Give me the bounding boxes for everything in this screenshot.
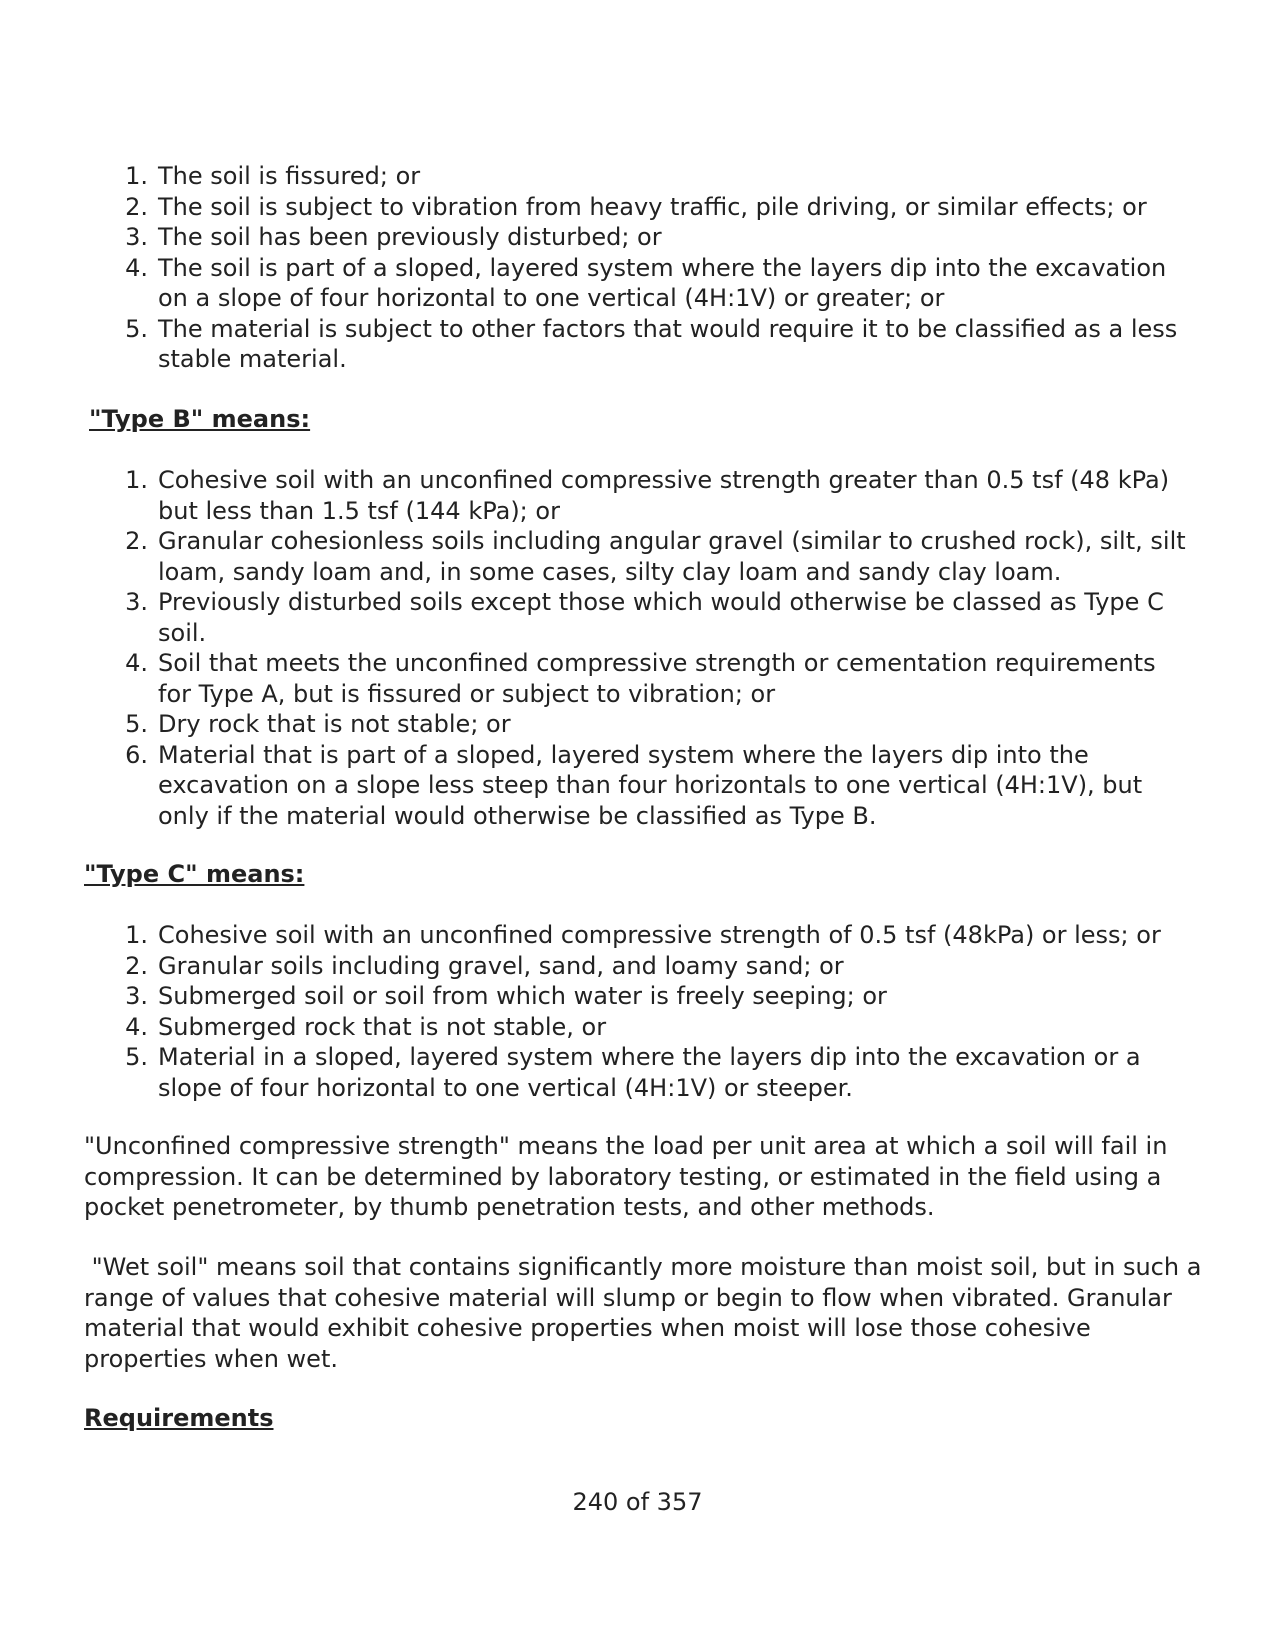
list-item-text: The soil is part of a sloped, layered system where the layers dip into the excavation on a slope of four horizontal to one vertical (4H:1V) or greater; or [158, 253, 1167, 312]
list-item-number: 1. [125, 466, 148, 494]
list-item-text: The soil is subject to vibration from heavy traffic, pile driving, or similar effects; or [158, 192, 1147, 221]
list-item [84, 161, 1194, 192]
list-item-text: Dry rock that is not stable; or [158, 710, 511, 738]
list-item-text: Previously disturbed soils except those which would otherwise be classed as Type C soil. [158, 588, 1164, 647]
list-item-number: 5. [125, 314, 148, 343]
list-item-number: 3. [125, 982, 148, 1010]
list-item [84, 920, 1194, 951]
list-item [84, 465, 1194, 526]
list-item-text: Granular cohesionless soils including angular gravel (similar to crushed rock), silt, silt loam, sandy loam and, in some cases, silty clay loam and sandy clay loam. [158, 527, 1186, 586]
list-item [84, 740, 1194, 832]
list-item-number: 2. [125, 192, 148, 221]
list-item-text: Submerged soil or soil from which water is freely seeping; or [158, 982, 887, 1010]
wet-soil-definition-paragraph: "Wet soil" means soil that contains significantly more moisture than moist soil, but in such a range of values that cohesive material will slump or begin to flow when vibrated. Granular material that would exhibit cohesive properties when moist will lose those cohesive properties when wet. [84, 1253, 1210, 1373]
type-b-list [84, 465, 1194, 831]
list-item-text: Submerged rock that is not stable, or [158, 1012, 607, 1041]
list-item [84, 526, 1194, 587]
list-item-text: Soil that meets the unconfined compressive strength or cementation requirements for Type A, but is fissured or subject to vibration; or [158, 649, 1156, 708]
list-item [84, 709, 1194, 740]
page-number: 240 of 357 [572, 1488, 703, 1516]
list-item-number: 4. [125, 1012, 148, 1041]
list-item [84, 314, 1194, 375]
list-item [84, 1012, 1194, 1043]
list-item-number: 5. [125, 1043, 148, 1071]
list-item-number: 2. [125, 527, 148, 555]
list-item-text: Material that is part of a sloped, layered system where the layers dip into the excavation on a slope less steep than four horizontals to one vertical (4H:1V), but only if the material would otherwise be classified as Type B. [158, 740, 1143, 830]
requirements-heading: Requirements [84, 1404, 274, 1432]
list-item [84, 192, 1194, 223]
list-item-number: 4. [125, 253, 148, 282]
list-item [84, 648, 1194, 709]
list-item [84, 951, 1194, 982]
list-item-text: The material is subject to other factors that would require it to be classified as a less stable material. [158, 314, 1178, 373]
list-item [84, 587, 1194, 648]
list-item-number: 1. [125, 162, 148, 190]
list-item-text: Cohesive soil with an unconfined compressive strength greater than 0.5 tsf (48 kPa) but less than 1.5 tsf (144 kPa); or [158, 466, 1170, 525]
list-item-number: 6. [125, 740, 148, 769]
list-item-text: The soil has been previously disturbed; or [158, 223, 662, 251]
ucs-definition-paragraph: "Unconfined compressive strength" means the load per unit area at which a soil will fail in compression. It can be determined by laboratory testing, or estimated in the field using a pocket penetrometer, by thumb penetration tests, and other methods. [84, 1132, 1168, 1221]
type-c-list [84, 920, 1194, 1103]
list-item-text: The soil is fissured; or [158, 162, 421, 190]
list-item [84, 222, 1194, 253]
list-item-number: 1. [125, 921, 148, 949]
list-item [84, 981, 1194, 1012]
list-item-number: 3. [125, 223, 148, 251]
list-item-number: 4. [125, 649, 148, 677]
list-item-number: 3. [125, 588, 148, 616]
list-item-text: Material in a sloped, layered system where the layers dip into the excavation or a slope of four horizontal to one vertical (4H:1V) or steeper. [158, 1043, 1141, 1102]
list-item [84, 1042, 1194, 1103]
type-c-heading: "Type C" means: [84, 860, 305, 888]
soil-conditions-list [84, 161, 1194, 375]
list-item-number: 2. [125, 951, 148, 980]
list-item [84, 253, 1194, 314]
list-item-text: Granular soils including gravel, sand, and loamy sand; or [158, 951, 844, 980]
list-item-text: Cohesive soil with an unconfined compressive strength of 0.5 tsf (48kPa) or less; or [158, 921, 1161, 949]
type-b-heading: "Type B" means: [89, 405, 311, 433]
list-item-number: 5. [125, 710, 148, 738]
